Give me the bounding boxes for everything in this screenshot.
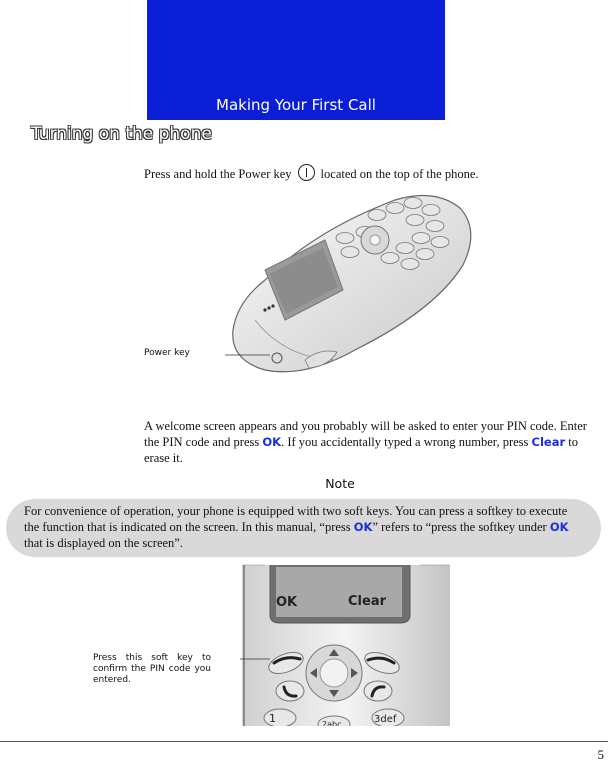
note-text-2: ” refers to “press the softkey under bbox=[372, 520, 550, 534]
ok-keyword: OK bbox=[353, 520, 373, 534]
power-icon bbox=[298, 164, 315, 181]
chapter-title: Making Your First Call bbox=[216, 96, 376, 114]
instruction-power-text-1: Press and hold the Power key bbox=[144, 167, 292, 181]
clear-keyword: Clear bbox=[531, 435, 566, 449]
welcome-text-2: . If you accidentally typed a wrong number, press bbox=[281, 435, 532, 449]
phone-top-illustration bbox=[225, 190, 485, 385]
welcome-paragraph bbox=[144, 418, 600, 466]
ok-keyword: OK bbox=[549, 520, 569, 534]
footer-rule bbox=[0, 741, 608, 742]
power-key-callout: Power key bbox=[144, 348, 190, 358]
softkey-callout: Press this soft key to confirm the PIN code you entered. bbox=[93, 653, 211, 685]
softkey-left-label: OK bbox=[276, 595, 298, 610]
instruction-power-text-2: located on the top of the phone. bbox=[320, 167, 479, 181]
welcome-text-1: A welcome screen appears and you probably will be asked to enter your PIN code. Enter the PIN code and press bbox=[144, 419, 587, 449]
note-text bbox=[24, 503, 584, 551]
welcome-text-3: to erase it. bbox=[144, 435, 579, 465]
key-2-label: 2abc bbox=[322, 720, 342, 726]
instruction-power bbox=[144, 164, 479, 182]
softkey-right-label: Clear bbox=[348, 594, 386, 609]
phone-front-illustration bbox=[240, 563, 452, 726]
note-text-1: For convenience of operation, your phone is equipped with two soft keys. You can press a softkey to execute the function that is indicated on the screen. In this manual, “press bbox=[24, 504, 568, 534]
note-text-3: that is displayed on the screen”. bbox=[24, 536, 183, 550]
call-key[interactable] bbox=[276, 681, 304, 701]
ok-keyword: OK bbox=[262, 435, 282, 449]
end-key[interactable] bbox=[364, 681, 392, 701]
key-3-label: 3def bbox=[374, 714, 397, 725]
section-heading: Turning on the phone bbox=[31, 124, 212, 144]
chapter-banner bbox=[147, 0, 445, 120]
page-number: 5 bbox=[597, 747, 604, 762]
note-label: Note bbox=[325, 476, 355, 491]
key-1-label: 1 bbox=[269, 712, 276, 725]
